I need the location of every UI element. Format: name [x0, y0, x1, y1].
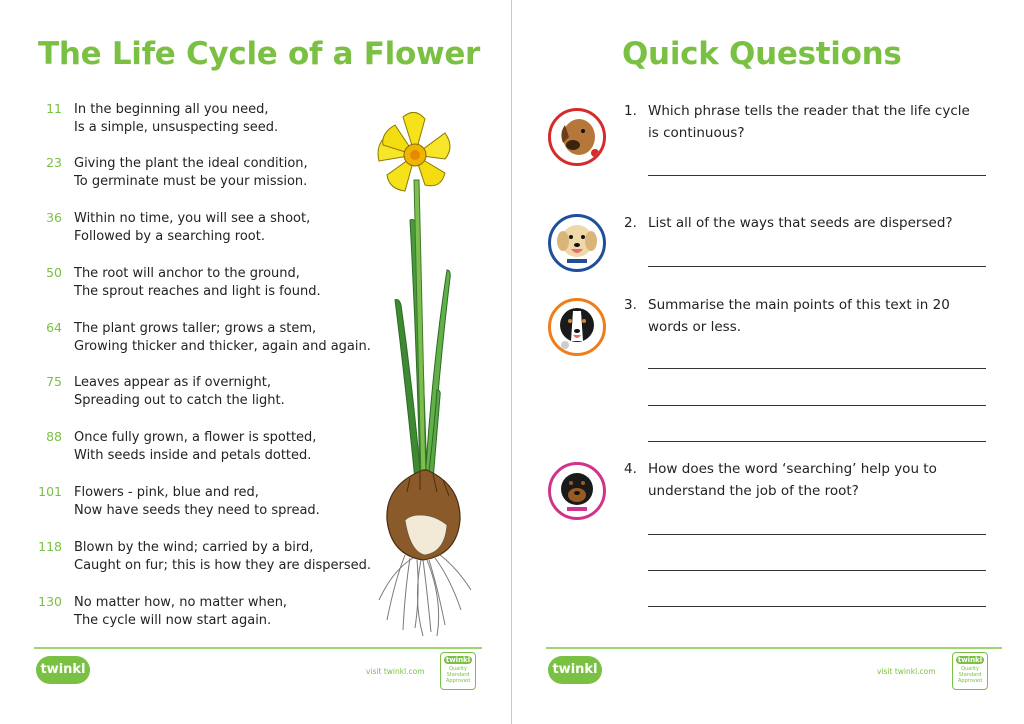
word-count: 101	[38, 484, 62, 499]
poem-line: The sprout reaches and light is found.	[74, 284, 321, 299]
poem-line: Now have seeds they need to spread.	[74, 503, 320, 518]
visit-link[interactable]: visit twinkl.com	[877, 667, 936, 676]
answer-line[interactable]	[648, 368, 986, 369]
daffodil-illustration	[365, 100, 480, 640]
visit-link[interactable]: visit twinkl.com	[366, 667, 425, 676]
left-page	[0, 0, 511, 724]
answer-line[interactable]	[648, 175, 986, 176]
dog-face-icon	[551, 465, 603, 517]
dog-face-icon	[551, 301, 603, 353]
poem-line: Followed by a searching root.	[74, 229, 265, 244]
word-count: 75	[46, 374, 62, 389]
quality-badge	[440, 652, 476, 690]
poem-line: Spreading out to catch the light.	[74, 393, 285, 408]
poem-line: Growing thicker and thicker, again and again.	[74, 339, 371, 354]
badge-text: Quality Standard Approved	[958, 666, 982, 684]
poem-line: Leaves appear as if overnight,	[74, 375, 272, 390]
poem-line: The cycle will now start again.	[74, 613, 272, 628]
question-number: 1.	[624, 103, 637, 119]
quality-badge	[952, 652, 988, 690]
word-count: 11	[46, 101, 62, 116]
dog-avatar-airedale	[548, 108, 606, 166]
question-text: How does the word ‘searching’ help you to understand the job of the root?	[648, 461, 937, 499]
dog-avatar-retriever	[548, 214, 606, 272]
poem-line: Once fully grown, a flower is spotted,	[74, 430, 317, 445]
answer-line[interactable]	[648, 534, 986, 535]
dog-avatar-rottweiler	[548, 462, 606, 520]
page-title: The Life Cycle of a Flower	[38, 36, 481, 72]
word-count: 118	[38, 539, 62, 554]
poem-line: Is a simple, unsuspecting seed.	[74, 120, 279, 135]
question-text: List all of the ways that seeds are dispersed?	[648, 215, 953, 231]
page-title: Quick Questions	[622, 36, 902, 72]
poem-line: Flowers - pink, blue and red,	[74, 485, 259, 500]
question-number: 4.	[624, 461, 637, 477]
badge-title: twinkl	[957, 656, 983, 664]
badge-text: Quality Standard Approved	[446, 666, 470, 684]
poem-line: No matter how, no matter when,	[74, 595, 288, 610]
poem-line: With seeds inside and petals dotted.	[74, 448, 312, 463]
question-number: 3.	[624, 297, 637, 313]
poem-line: Giving the plant the ideal condition,	[74, 156, 308, 171]
word-count: 64	[46, 320, 62, 335]
poem-line: Caught on fur; this is how they are dispersed.	[74, 558, 372, 573]
twinkl-logo[interactable]: twinkl	[548, 656, 602, 684]
answer-line[interactable]	[648, 266, 986, 267]
answer-line[interactable]	[648, 570, 986, 571]
question-number: 2.	[624, 215, 637, 231]
answer-line[interactable]	[648, 606, 986, 607]
poem-line: The plant grows taller; grows a stem,	[74, 321, 317, 336]
poem-line: The root will anchor to the ground,	[74, 266, 300, 281]
footer-rule	[34, 647, 482, 649]
word-count: 130	[38, 594, 62, 609]
word-count: 50	[46, 265, 62, 280]
poem-line: In the beginning all you need,	[74, 102, 269, 117]
badge-title: twinkl	[445, 656, 471, 664]
dog-face-icon	[551, 111, 603, 163]
poem-line: To germinate must be your mission.	[74, 174, 308, 189]
twinkl-logo[interactable]: twinkl	[36, 656, 90, 684]
dog-avatar-collie	[548, 298, 606, 356]
word-count: 23	[46, 155, 62, 170]
answer-line[interactable]	[648, 405, 986, 406]
word-count: 36	[46, 210, 62, 225]
poem-line: Blown by the wind; carried by a bird,	[74, 540, 314, 555]
right-page	[512, 0, 1024, 724]
poem-line: Within no time, you will see a shoot,	[74, 211, 311, 226]
dog-face-icon	[551, 217, 603, 269]
footer-rule	[546, 647, 1002, 649]
word-count: 88	[46, 429, 62, 444]
answer-line[interactable]	[648, 441, 986, 442]
question-text: Which phrase tells the reader that the life cycle is continuous?	[648, 103, 970, 141]
question-text: Summarise the main points of this text in 20 words or less.	[648, 297, 950, 335]
